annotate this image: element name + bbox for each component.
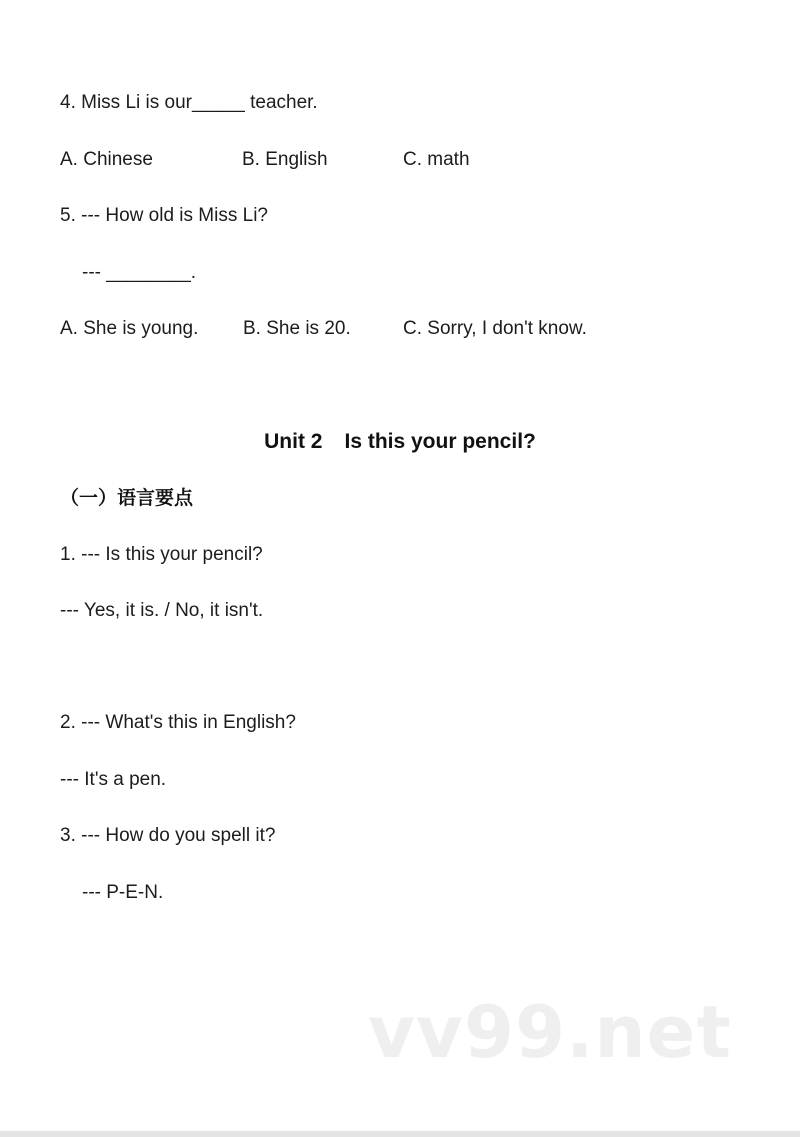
question-5-option-c: C. Sorry, I don't know. — [403, 318, 587, 339]
watermark: vv99.net — [368, 990, 732, 1074]
point-2-question: 2. --- What's this in English? — [60, 712, 296, 733]
question-5-stem: 5. --- How old is Miss Li? — [60, 205, 268, 226]
unit-title — [0, 428, 800, 456]
section-heading: （一）语言要点 — [60, 487, 194, 509]
question-5-answer-line: --- ________. — [82, 262, 197, 283]
question-4-option-a: A. Chinese — [60, 149, 153, 170]
unit-name: Is this your pencil? — [344, 430, 536, 453]
point-2-answer: --- It's a pen. — [60, 769, 167, 790]
point-1-question: 1. --- Is this your pencil? — [60, 544, 263, 565]
unit-number: Unit 2 — [264, 430, 323, 453]
question-5-option-a: A. She is young. — [60, 318, 199, 339]
question-5-option-b: B. She is 20. — [243, 318, 351, 339]
point-3-answer: --- P-E-N. — [82, 882, 164, 903]
point-3-question: 3. --- How do you spell it? — [60, 825, 276, 846]
point-1-answer: --- Yes, it is. / No, it isn't. — [60, 600, 264, 621]
question-4-stem: 4. Miss Li is our_____ teacher. — [60, 92, 318, 113]
question-4-option-b: B. English — [242, 149, 328, 170]
page-bottom-edge — [0, 1131, 800, 1137]
question-4-option-c: C. math — [403, 149, 470, 170]
